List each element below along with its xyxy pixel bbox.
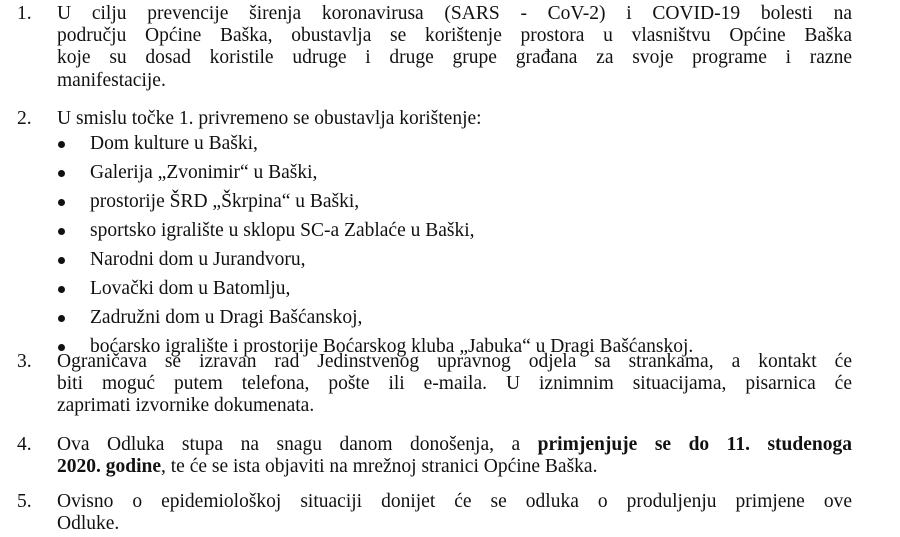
list-item-1: [17, 3, 852, 92]
bullet-text: prostorije ŠRD „Škrpina“ u Baški,: [90, 191, 360, 212]
list-item-2: [17, 108, 852, 130]
item-number: 3.: [17, 351, 32, 372]
text-line: Ograničava se izravan rad Jedinstvenog upravnog odjela sa strankama, a kontakt će: [57, 351, 852, 372]
bullet-text: Narodni dom u Jurandvoru,: [90, 249, 306, 270]
bullet-item: [90, 133, 258, 155]
text-line: biti moguć putem telefona, pošte ili e-maila. U iznimnim situacijama, pisarnica će: [57, 373, 852, 395]
bullet-item: [90, 220, 475, 242]
item-number: 2.: [17, 108, 32, 129]
bullet-text: boćarsko igralište i prostorije Boćarskog kluba „Jabuka“ u Dragi Bašćanskoj.: [90, 336, 694, 357]
bullet-item: [90, 191, 359, 213]
text-line: koje su dosad koristile udruge i druge grupe građana za svoje programe i razne: [57, 47, 852, 69]
bullet-text: Zadružni dom u Dragi Bašćanskoj,: [90, 307, 363, 328]
bullet-dot-icon: [58, 315, 65, 322]
text-line: području Općine Baška, obustavlja se korištenje prostora u vlasništvu Općine Baška: [57, 25, 852, 47]
bullet-item: [90, 307, 362, 329]
bullet-item: [90, 278, 290, 300]
bullet-text: sportsko igralište u sklopu SC-a Zablaće u Baški,: [90, 220, 475, 241]
plain-text: , te će se ista objaviti na mrežnoj stranici Općine Baška.: [161, 456, 598, 478]
bullet-item: [90, 249, 306, 271]
bold-text: 2020. godine: [57, 456, 162, 478]
item-number: 5.: [17, 491, 32, 512]
text-line: U cilju prevencije širenja koronavirusa (SARS - CoV-2) i COVID-19 bolesti na: [57, 3, 852, 24]
text-line: manifestacije.: [57, 69, 166, 91]
bullet-dot-icon: [58, 199, 65, 206]
item-number: 4.: [17, 434, 32, 455]
text-line: [57, 456, 852, 478]
text-line: Odluke.: [57, 513, 120, 535]
bullet-dot-icon: [58, 170, 65, 177]
bullet-dot-icon: [58, 286, 65, 293]
list-item-4: [17, 434, 852, 478]
text-line: zaprimati izvornike dokumenata.: [57, 395, 315, 417]
bullet-text: Lovački dom u Batomlju,: [90, 278, 291, 299]
text-line: U smislu točke 1. privremeno se obustavlja korištenje:: [57, 108, 482, 129]
bold-text: primjenjuje se do 11. studenoga: [537, 434, 852, 455]
item-number: 1.: [17, 3, 32, 24]
list-item-5: [17, 491, 852, 535]
text-line: Ovisno o epidemiološkoj situaciji donijet će se odluka o produljenju primjene ove: [57, 491, 852, 512]
bullet-text: Galerija „Zvonimir“ u Baški,: [90, 162, 318, 183]
bullet-dot-icon: [58, 344, 65, 351]
bullet-dot-icon: [58, 141, 65, 148]
list-item-3: [17, 351, 852, 418]
plain-text: Ova Odluka stupa na snagu danom donošenja, a: [57, 434, 538, 455]
text-line: [57, 434, 852, 456]
bullet-text: Dom kulture u Baški,: [90, 133, 258, 154]
bullet-item: [90, 162, 317, 184]
bullet-dot-icon: [58, 257, 65, 264]
bullet-dot-icon: [58, 228, 65, 235]
